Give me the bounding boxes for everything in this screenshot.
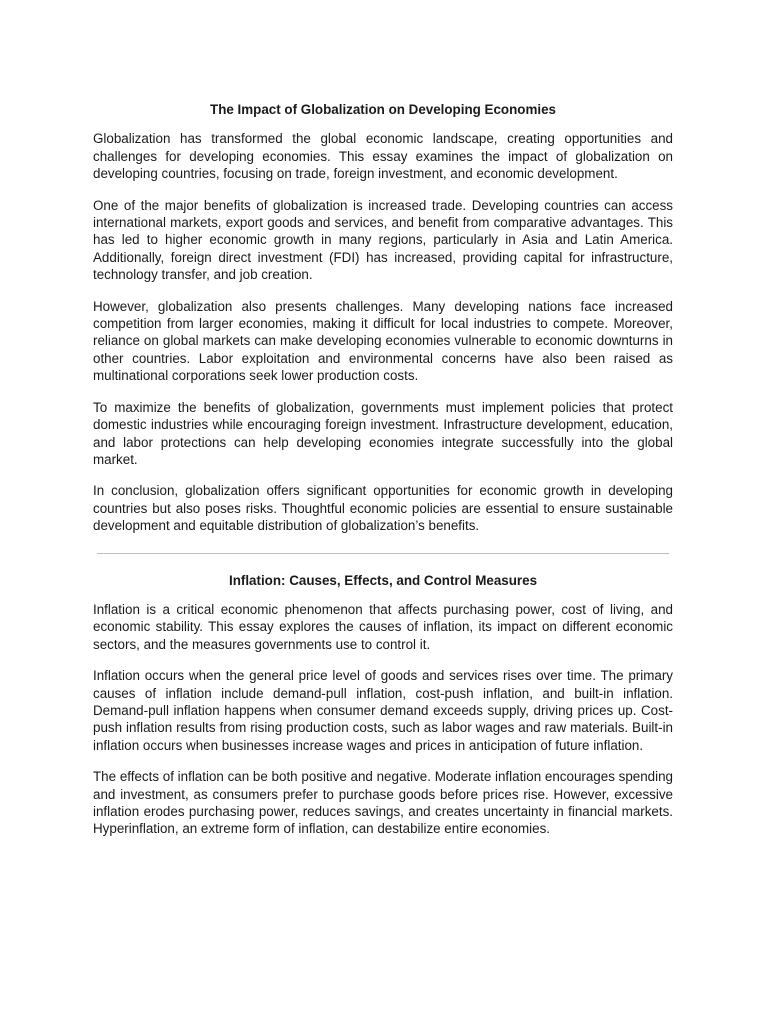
paragraph: Inflation is a critical economic phenomenon that affects purchasing power, cost of living, and economic stability. This essay explores the causes of inflation, its impact on different economic sectors, and the measures governments use to control it. bbox=[93, 601, 673, 652]
essay-title: The Impact of Globalization on Developing Economies bbox=[210, 102, 556, 117]
section-divider bbox=[97, 553, 669, 554]
paragraph: Inflation occurs when the general price level of goods and services rises over time. The primary causes of inflation include demand-pull inflation, cost-push inflation, and built-in inflation. Demand-pull inflation happens when consumer demand exceeds supply, driving prices up. Cost-push inflation results from rising production costs, such as labor wages and raw materials. Built-in inflation occurs when businesses increase wages and prices in anticipation of future inflation. bbox=[93, 668, 673, 753]
paragraph: One of the major benefits of globalization is increased trade. Developing countries can access international markets, export goods and services, and benefit from comparative advantages. This has led to higher economic growth in many regions, particularly in Asia and Latin America. Additionally, foreign direct investment (FDI) has increased, providing capital for infrastructure, technology transfer, and job creation. bbox=[93, 197, 673, 283]
paragraph: The effects of inflation can be both positive and negative. Moderate inflation encourages spending and investment, as consumers prefer to purchase goods before prices rise. However, excessive inflation erodes purchasing power, reduces savings, and creates uncertainty in financial markets. Hyperinflation, an extreme form of inflation, can destabilize entire economies. bbox=[93, 769, 673, 837]
essay-inflation bbox=[93, 572, 673, 838]
document-page bbox=[93, 95, 673, 852]
essay-globalization bbox=[93, 101, 673, 535]
paragraph: To maximize the benefits of globalization, governments must implement policies that protect domestic industries while encouraging foreign investment. Infrastructure development, education, and labor protections can help developing economies integrate successfully into the global market. bbox=[93, 399, 673, 467]
essay-title: Inflation: Causes, Effects, and Control Measures bbox=[228, 572, 538, 588]
paragraph: Globalization has transformed the global economic landscape, creating opportunities and challenges for developing economies. This essay examines the impact of globalization on developing countries, focusing on trade, foreign investment, and economic development. bbox=[93, 131, 673, 182]
paragraph: In conclusion, globalization offers significant opportunities for economic growth in developing countries but also poses risks. Thoughtful economic policies are essential to ensure sustainable development and equitable distribution of globalization’s benefits. bbox=[93, 483, 673, 534]
paragraph: However, globalization also presents challenges. Many developing nations face increased competition from larger economies, making it difficult for local industries to compete. Moreover, reliance on global markets can make developing economies vulnerable to economic downturns in other countries. Labor exploitation and environmental concerns have also been raised as multinational corporations seek lower production costs. bbox=[93, 298, 673, 384]
